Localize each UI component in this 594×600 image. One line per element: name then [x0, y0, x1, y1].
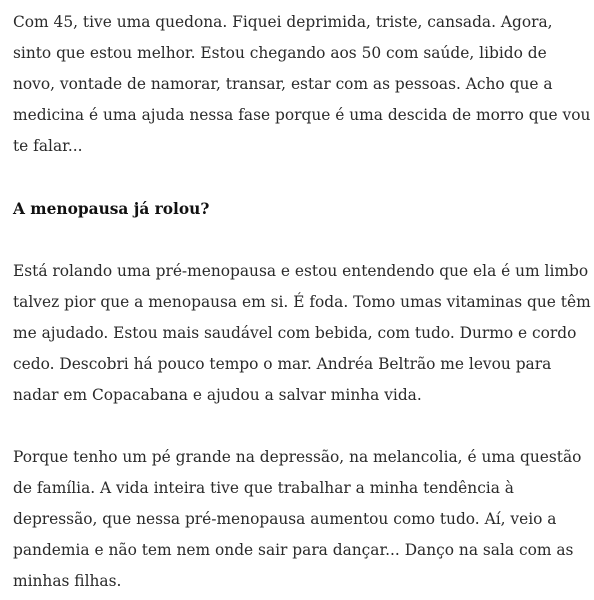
- answer-paragraph: Está rolando uma pré-menopausa e estou entendendo que ela é um limbo talvez pior que a menopausa em si. É foda. Tomo umas vitaminas que têm me ajudado. Estou mais saudável com bebida, com tudo. Durmo e cordo cedo. Descobri há pouco tempo o mar. Andréa Beltrão me levou para nadar em Copacabana e ajudou a salvar minha vida.: [13, 262, 591, 404]
- answer-paragraph: Com 45, tive uma quedona. Fiquei deprimida, triste, cansada. Agora, sinto que estou melhor. Estou chegando aos 50 com saúde, libido de novo, vontade de namorar, transar, estar com as pessoas. Acho que a medicina é uma ajuda nessa fase porque é uma descida de morro que vou te falar...: [13, 13, 591, 155]
- answer-paragraph: Porque tenho um pé grande na depressão, na melancolia, é uma questão de família. A vida inteira tive que trabalhar a minha tendência à depressão, que nessa pré-menopausa aumentou como tudo. Aí, veio a pandemia e não tem nem onde sair para dançar... Danço na sala com as minhas filhas.: [13, 448, 582, 590]
- article-body: [13, 7, 591, 597]
- interview-question: A menopausa já rolou?: [13, 200, 210, 218]
